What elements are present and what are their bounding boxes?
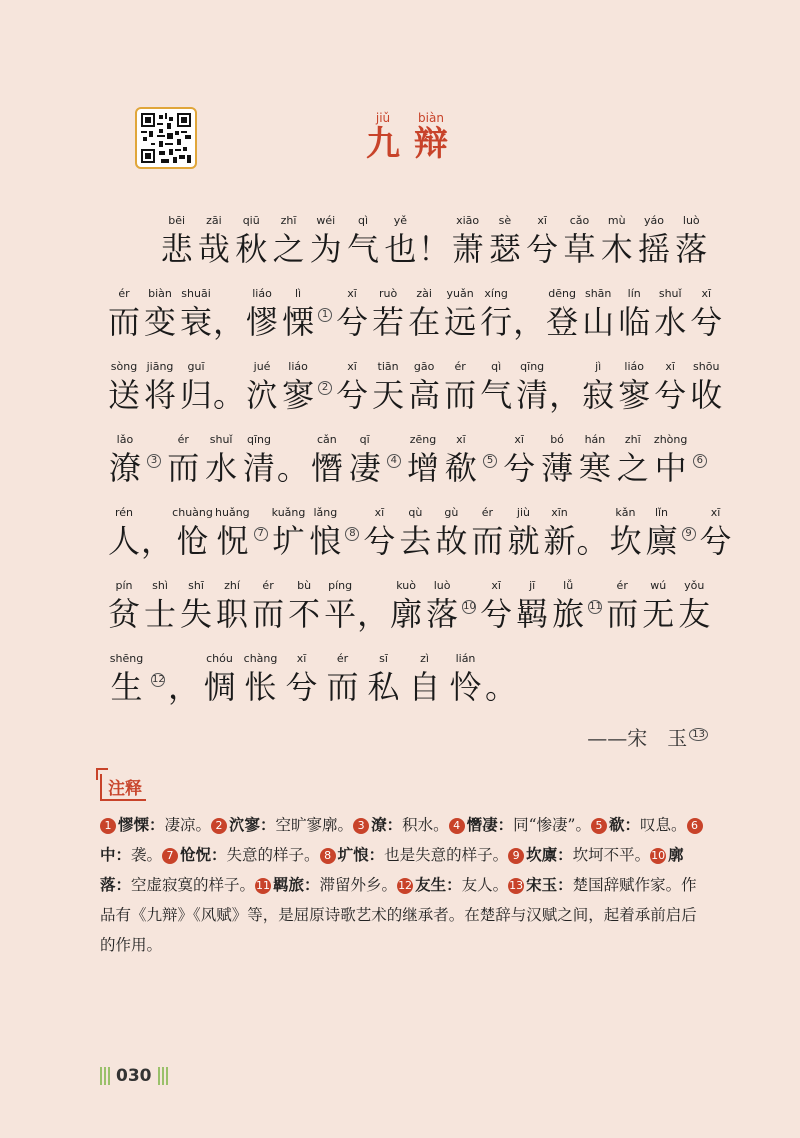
note-marker: 5 — [482, 438, 498, 488]
poem-char: xī 兮 — [690, 287, 723, 341]
note-term: 宋玉： — [526, 875, 573, 894]
note-marker: 7 — [254, 511, 268, 561]
poem-char: yǒu 友 — [678, 579, 711, 633]
poem-char: zāi 哉 — [197, 214, 230, 268]
poem-char: zhòng 中 — [653, 433, 688, 487]
note-definition: 空旷寥廓。 — [275, 816, 354, 834]
poem-char: xī 兮 — [654, 360, 687, 414]
poem-char: qiū 秋 — [235, 214, 268, 268]
title-char: 辩biàn — [414, 111, 448, 164]
note-definition: 滞留外乡。 — [319, 876, 398, 894]
note-number: 5 — [591, 818, 607, 834]
page-bar-decoration — [100, 1067, 110, 1085]
poem-char: biàn 变 — [144, 287, 177, 341]
poem-char: shuǐ 水 — [654, 287, 687, 341]
note-item — [449, 816, 591, 834]
note-term: 羁旅： — [273, 875, 320, 894]
poem-char: liáo 憀 — [246, 287, 279, 341]
note-definition: 凄凉。 — [164, 816, 212, 834]
poem-char: yuǎn 远 — [444, 287, 477, 341]
note-item — [211, 816, 353, 834]
poem-char: lì 慄 — [282, 287, 315, 341]
note-term: 坎廪： — [526, 845, 573, 864]
author-line: ——宋 玉 $^{13}$ — [587, 722, 708, 751]
poem-char: rén 人 — [108, 506, 141, 560]
note-term: 廓落： — [100, 845, 684, 894]
note-marker: 4 — [386, 438, 402, 488]
punctuation: ， — [141, 522, 174, 560]
note-definition: 袭。 — [131, 846, 163, 864]
poem-char: xī 兮 — [363, 506, 396, 560]
poem-char: gù 故 — [435, 506, 468, 560]
poem-line — [108, 342, 723, 415]
poem-char: cǎo 草 — [563, 214, 596, 268]
notes-heading: 注释 — [100, 774, 146, 801]
poem-char: qì 气 — [480, 360, 513, 414]
poem-char: wú 无 — [642, 579, 675, 633]
page-footer — [100, 1066, 168, 1086]
poem-char: ér 而 — [252, 579, 285, 633]
poem-char: zhī 之 — [616, 433, 649, 487]
poem-char: bēi 悲 — [160, 214, 193, 268]
note-number: 11 — [256, 879, 271, 892]
poem-char: shōu 收 — [690, 360, 723, 414]
poem-char: kuǎng 圹 — [271, 506, 306, 560]
note-definition: 失意的样子。 — [226, 846, 320, 864]
poem-char: wéi 为 — [309, 214, 342, 268]
poem-char: qīng 清 — [516, 360, 549, 414]
note-term: 友生： — [415, 875, 462, 894]
qr-code-icon[interactable] — [135, 107, 197, 169]
poem-char: tiān 天 — [372, 360, 405, 414]
punctuation: 。 — [485, 668, 518, 706]
poem-char: jì 寂 — [582, 360, 615, 414]
poem-char: xī 兮 — [480, 579, 513, 633]
poem-char: cǎn 憯 — [310, 433, 343, 487]
poem-char: xī 兮 — [336, 360, 369, 414]
note-marker: 13 — [689, 728, 708, 741]
poem-char: jī 羁 — [516, 579, 549, 633]
poem-char: shuāi 衰 — [180, 287, 213, 341]
note-marker: 10 — [463, 601, 476, 612]
poem-char: qì 气 — [347, 214, 380, 268]
note-number: 9 — [508, 848, 524, 864]
note-number: 4 — [449, 818, 465, 834]
poem-char: zhī 之 — [272, 214, 305, 268]
note-term: 欷： — [608, 815, 640, 834]
poem-char: zēng 增 — [407, 433, 440, 487]
note-item — [591, 816, 687, 834]
poem-char: sè 瑟 — [488, 214, 521, 268]
poem-char: xī 兮 — [699, 506, 732, 560]
poem-char: mù 木 — [600, 214, 633, 268]
poem-char: yě 也 — [384, 214, 417, 268]
poem-char: sòng 送 — [108, 360, 141, 414]
note-term: 憯凄： — [466, 815, 514, 834]
poem-char: lǐn 廪 — [645, 506, 678, 560]
poem-char: guī 归 — [180, 360, 213, 414]
note-definition: 也是失意的样子。 — [384, 846, 509, 864]
poem-char: jiāng 将 — [144, 360, 177, 414]
poem-char: kǎn 坎 — [609, 506, 642, 560]
note-definition: 楚国辞赋作家。作品有《九辩》《风赋》等，是屈原诗歌艺术的继承者。在楚辞与汉赋之间，起着承前启后的作用。 — [100, 876, 697, 954]
poem-char: lín 临 — [618, 287, 651, 341]
poem-char: xíng 行 — [480, 287, 513, 341]
note-marker: 12 — [152, 674, 165, 685]
poem-char: qī 凄 — [348, 433, 381, 487]
poem-char: ér 而 — [606, 579, 639, 633]
punctuation: ， — [513, 303, 546, 341]
note-marker: 3 — [146, 438, 162, 488]
poem-char: shuǐ 水 — [205, 433, 238, 487]
note-number: 1 — [100, 818, 116, 834]
note-item — [320, 846, 509, 864]
poem-char: liáo 寥 — [282, 360, 315, 414]
note-item — [397, 876, 508, 894]
note-number: 6 — [687, 818, 703, 834]
poem-char: ér 而 — [167, 433, 200, 487]
poem-char: shì 士 — [144, 579, 177, 633]
poem-char: ér 而 — [108, 287, 141, 341]
note-number: 13 — [509, 879, 524, 892]
punctuation: 。 — [276, 449, 309, 487]
poem-char: zì 自 — [408, 652, 441, 706]
punctuation: ！ — [417, 230, 450, 268]
poem-char: bó 薄 — [541, 433, 574, 487]
page-number: 030 — [116, 1066, 152, 1086]
punctuation: 。 — [576, 522, 609, 560]
punctuation: ， — [168, 668, 201, 706]
note-marker: 9 — [682, 511, 696, 561]
page-bar-decoration — [158, 1067, 168, 1085]
note-term: 憀慄： — [118, 815, 165, 834]
poem-char: dēng 登 — [546, 287, 579, 341]
note-number: 7 — [162, 848, 178, 864]
poem-char: chuàng 怆 — [172, 506, 213, 560]
poem-char: xiāo 萧 — [451, 214, 484, 268]
note-number: 3 — [353, 818, 369, 834]
note-term: 圹悢： — [337, 845, 385, 864]
poem-char: gāo 高 — [408, 360, 441, 414]
poem-char: lǚ 旅 — [552, 579, 585, 633]
poem-char: jiù 就 — [507, 506, 540, 560]
poem-char: ér 而 — [471, 506, 504, 560]
poem-char: shān 山 — [582, 287, 615, 341]
note-item — [162, 846, 320, 864]
poem-line — [108, 196, 712, 269]
poem-title — [352, 112, 462, 165]
note-item — [255, 876, 397, 894]
poem-char: ér 而 — [326, 652, 359, 706]
poem-char: chàng 怅 — [243, 652, 278, 706]
note-marker: 2 — [318, 365, 332, 415]
note-definition: 叹息。 — [639, 816, 687, 834]
poem-line — [108, 634, 712, 707]
note-definition: 坎坷不平。 — [572, 846, 651, 864]
note-marker: 11 — [589, 601, 602, 612]
note-definition: 同“惨凄”。 — [513, 816, 591, 834]
poem-char: pín 贫 — [108, 579, 141, 633]
poem-char: liáo 寥 — [618, 360, 651, 414]
note-definition: 友人。 — [461, 876, 509, 894]
poem-char: bù 不 — [288, 579, 321, 633]
poem-char: xī 兮 — [503, 433, 536, 487]
poem-char: shēng 生 — [109, 652, 144, 706]
poem-char: ér 而 — [444, 360, 477, 414]
note-term: 潦： — [371, 815, 403, 834]
title-char: 九jiǔ — [366, 111, 400, 164]
punctuation: ， — [357, 595, 390, 633]
poem-char: chóu 惆 — [203, 652, 236, 706]
note-definition: 空虚寂寞的样子。 — [131, 876, 256, 894]
poem-line — [108, 561, 712, 634]
note-marker: 8 — [345, 511, 359, 561]
poem-char: lián 怜 — [449, 652, 482, 706]
poem-char: hán 寒 — [578, 433, 611, 487]
poem-char: xī 兮 — [336, 287, 369, 341]
poem-line — [108, 269, 723, 342]
poem-char: lǎo 潦 — [108, 433, 141, 487]
poem-char: píng 平 — [324, 579, 357, 633]
poem-char: kuò 廓 — [390, 579, 423, 633]
poem-line — [108, 488, 732, 561]
poem-body — [108, 196, 732, 707]
note-marker: 1 — [318, 292, 332, 342]
note-number: 8 — [320, 848, 336, 864]
poem-char: shī 失 — [180, 579, 213, 633]
note-item — [508, 846, 650, 864]
note-number: 12 — [398, 879, 413, 892]
note-marker: 6 — [692, 438, 708, 488]
note-term: 泬寥： — [229, 815, 276, 834]
poem-char: qīng 清 — [242, 433, 275, 487]
poem-char: luò 落 — [675, 214, 708, 268]
poem-char: qù 去 — [399, 506, 432, 560]
poem-char: huǎng 怳 — [215, 506, 250, 560]
note-item — [353, 816, 449, 834]
poem-char: jué 泬 — [246, 360, 279, 414]
poem-char: xī 兮 — [526, 214, 559, 268]
punctuation: ， — [549, 376, 582, 414]
note-number: 10 — [651, 849, 666, 862]
poem-char: xī 欷 — [444, 433, 477, 487]
note-term: 中： — [100, 845, 132, 864]
poem-char: ruò 若 — [372, 287, 405, 341]
poem-char: xī 兮 — [285, 652, 318, 706]
qr-code-graphic — [141, 113, 191, 163]
poem-char: lǎng 悢 — [309, 506, 342, 560]
note-number: 2 — [211, 818, 227, 834]
note-definition: 积水。 — [402, 816, 449, 834]
poem-char: luò 落 — [426, 579, 459, 633]
poem-char: xīn 新 — [543, 506, 576, 560]
note-item — [100, 816, 211, 834]
poem-char: sī 私 — [367, 652, 400, 706]
poem-char: zài 在 — [408, 287, 441, 341]
poem-char: yáo 摇 — [638, 214, 671, 268]
poem-char: zhí 职 — [216, 579, 249, 633]
punctuation: 。 — [213, 376, 246, 414]
note-term: 怆怳： — [180, 845, 227, 864]
poem-line — [108, 415, 712, 488]
punctuation: ， — [213, 303, 246, 341]
notes-list — [100, 810, 710, 960]
